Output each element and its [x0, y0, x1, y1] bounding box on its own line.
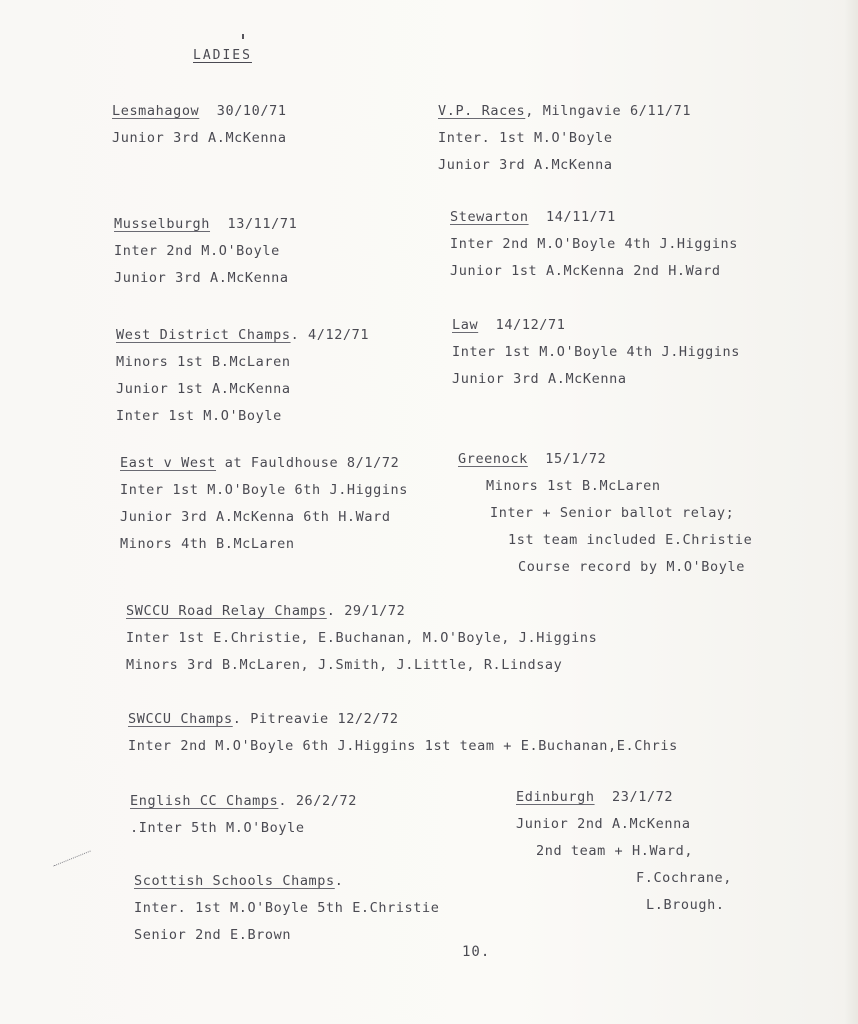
result-line: L.Brough.: [646, 897, 725, 913]
event-title: Greenock: [458, 451, 528, 467]
event-title: V.P. Races: [438, 103, 526, 119]
result-line: Minors 1st B.McLaren: [116, 354, 291, 370]
event-date: . 26/2/72: [278, 793, 357, 809]
event-title: Stewarton: [450, 209, 529, 225]
result-greenock: [458, 446, 752, 581]
event-title: Law: [452, 317, 479, 333]
event-date: 13/11/71: [227, 216, 298, 232]
result-line: Junior 3rd A.McKenna: [114, 270, 289, 286]
result-swccu-champs: [128, 706, 678, 760]
result-line: Junior 3rd A.McKenna 6th H.Ward: [120, 509, 391, 525]
result-line: Junior 3rd A.McKenna: [112, 130, 287, 146]
ink-speck: [242, 34, 244, 39]
result-line: Junior 1st A.McKenna 2nd H.Ward: [450, 263, 721, 279]
event-title: Lesmahagow: [112, 103, 200, 119]
result-line: Inter 1st M.O'Boyle 6th J.Higgins: [120, 482, 409, 498]
result-line: Course record by M.O'Boyle: [518, 559, 745, 575]
result-line: Inter. 1st M.O'Boyle 5th E.Christie: [134, 900, 440, 916]
result-line: 1st team included E.Christie: [508, 532, 753, 548]
result-line: Junior 1st A.McKenna: [116, 381, 291, 397]
event-date: 14/11/71: [546, 209, 616, 225]
result-english-cc: [130, 788, 357, 842]
event-location-date: , Milngavie 6/11/71: [525, 103, 692, 119]
result-line: Junior 2nd A.McKenna: [516, 816, 691, 832]
event-title: Musselburgh: [114, 216, 211, 232]
result-line: Inter 2nd M.O'Boyle 6th J.Higgins 1st team + E.Buchanan,E.Chris: [128, 738, 678, 754]
result-line: Inter + Senior ballot relay;: [490, 505, 735, 521]
result-lesmahagow: [112, 98, 287, 152]
result-line: Inter 2nd M.O'Boyle: [114, 243, 280, 259]
result-vp-races: [438, 98, 691, 179]
event-title: East v West: [120, 455, 217, 471]
page-number: 10.: [462, 944, 491, 960]
result-line: Inter 2nd M.O'Boyle 4th J.Higgins: [450, 236, 739, 252]
event-date: 14/12/71: [495, 317, 566, 333]
event-title: SWCCU Champs: [128, 711, 233, 727]
event-date: 30/10/71: [216, 103, 287, 119]
event-punctuation: .: [334, 873, 344, 889]
event-title: SWCCU Road Relay Champs: [126, 603, 327, 619]
result-musselburgh: [114, 211, 297, 292]
event-location-date: . Pitreavie 12/2/72: [232, 711, 399, 727]
result-line: Senior 2nd E.Brown: [134, 927, 292, 943]
result-east-v-west: [120, 450, 408, 558]
event-date: 23/1/72: [612, 789, 674, 805]
result-line: Junior 3rd A.McKenna: [438, 157, 613, 173]
result-line: Inter 1st M.O'Boyle: [116, 408, 282, 424]
page-heading: LADIES: [193, 48, 252, 63]
result-edinburgh: [516, 784, 732, 919]
event-title: West District Champs: [116, 327, 291, 343]
event-title: Edinburgh: [516, 789, 595, 805]
result-stewarton: [450, 204, 738, 285]
result-line: F.Cochrane,: [636, 870, 733, 886]
result-line: Junior 3rd A.McKenna: [452, 371, 627, 387]
page-edge-shadow: [844, 0, 858, 1024]
result-line: Inter 1st E.Christie, E.Buchanan, M.O'Boyle, J.Higgins: [126, 630, 598, 646]
event-title: Scottish Schools Champs: [134, 873, 335, 889]
event-date: 15/1/72: [545, 451, 607, 467]
event-date: . 29/1/72: [326, 603, 406, 619]
result-line: .Inter 5th M.O'Boyle: [130, 820, 305, 836]
result-line: Minors 3rd B.McLaren, J.Smith, J.Little, R.Lindsay: [126, 657, 563, 673]
event-location-date: at Fauldhouse 8/1/72: [216, 455, 400, 471]
event-title: English CC Champs: [130, 793, 279, 809]
event-date: . 4/12/71: [290, 327, 370, 343]
result-line: Inter 1st M.O'Boyle 4th J.Higgins: [452, 344, 741, 360]
result-line: Inter. 1st M.O'Boyle: [438, 130, 613, 146]
result-law: [452, 312, 740, 393]
result-line: Minors 4th B.McLaren: [120, 536, 295, 552]
result-line: 2nd team + H.Ward,: [536, 843, 694, 859]
result-swccu-relay: [126, 598, 597, 679]
result-line: Minors 1st B.McLaren: [486, 478, 661, 494]
result-scottish-schools: [134, 868, 439, 949]
result-west-district: [116, 322, 369, 430]
